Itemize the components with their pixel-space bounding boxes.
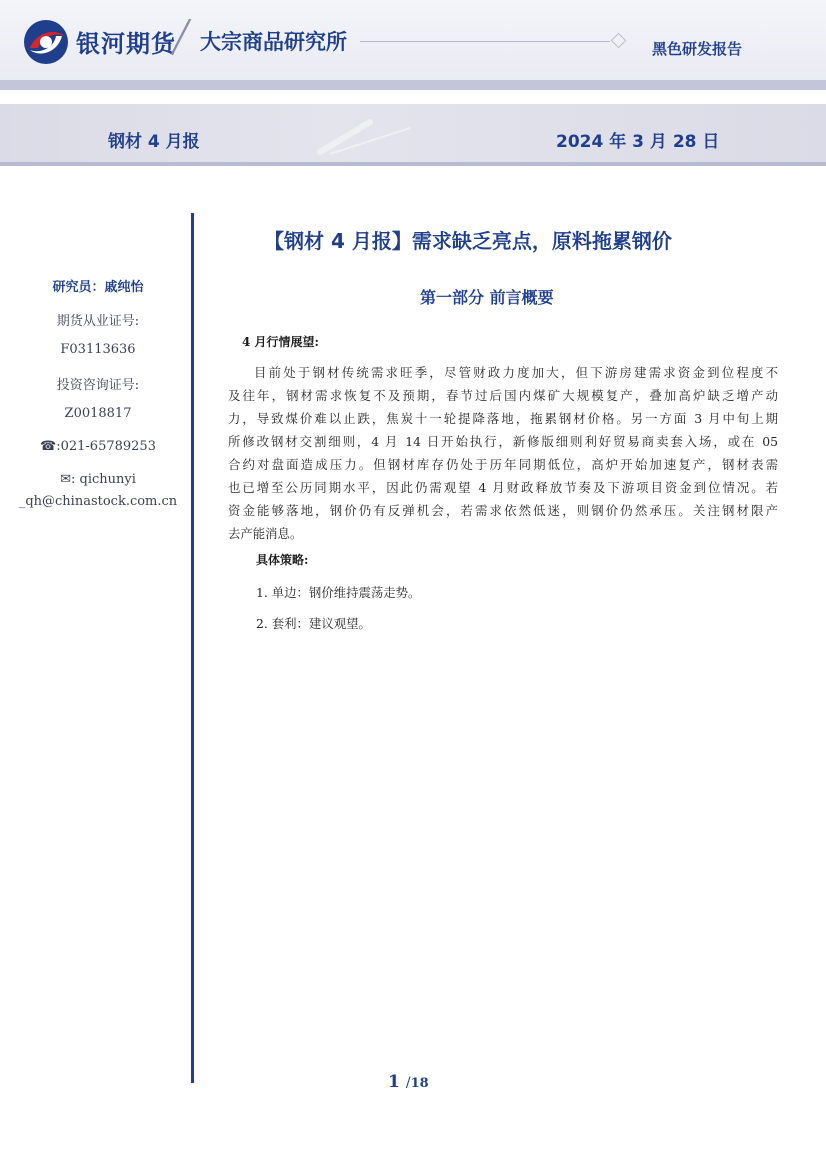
phone-icon: ☎ — [40, 439, 57, 454]
total-pages: 18 — [410, 1076, 429, 1091]
outlook-line: 力，导致煤价难以止跌，焦炭十一轮提降落地，拖累钢材价格。另一方面 3 月中旬上期 — [228, 411, 778, 426]
strategy-item: 2. 套利：建议观望。 — [256, 616, 371, 631]
outlook-line: 去产能消息。 — [228, 526, 303, 541]
section-title: 第一部分 前言概要 — [420, 288, 554, 307]
report-name: 钢材 4 月报 — [108, 132, 200, 152]
header-band — [0, 80, 826, 90]
sidebar-divider — [191, 213, 194, 1083]
page-separator: / — [405, 1075, 411, 1091]
report-info-rule — [0, 162, 826, 166]
report-date: 2024 年 3 月 28 日 — [556, 132, 720, 152]
report-title: 【钢材 4 月报】需求缺乏亮点，原料拖累钢价 — [264, 229, 672, 253]
phone-line — [0, 439, 196, 454]
galaxy-logo-icon — [22, 18, 70, 66]
outlook-line: 资金能够落地，钢价仍有反弹机会，若需求依然低迷，则钢价仍然承压。关注钢材限产 — [228, 503, 778, 518]
consult-label: 投资咨询证号: — [56, 378, 140, 393]
phone-number: :021-65789253 — [56, 439, 156, 454]
email-part1: : qichunyi — [71, 472, 136, 487]
analyst-name: 研究员：戚纯怡 — [52, 280, 144, 295]
report-type: 黑色研发报告 — [652, 40, 743, 58]
email-line — [0, 472, 196, 487]
outlook-line: 所修改钢材交割细则，4 月 14 日开始执行，新修版细则利好贸易商卖套入场，或在 05 — [228, 434, 778, 449]
institute-name: 大宗商品研究所 — [200, 30, 347, 54]
current-page: 1 — [388, 1072, 400, 1092]
consult-number: Z0018817 — [64, 406, 132, 421]
company-name: 银河期货 — [76, 30, 176, 58]
outlook-line: 目前处于钢材传统需求旺季，尽管财政力度加大，但下游房建需求资金到位程度不 — [254, 365, 778, 380]
mail-icon: ✉ — [60, 472, 71, 487]
strategy-heading: 具体策略: — [256, 553, 309, 567]
strategy-item: 1. 单边：钢价维持震荡走势。 — [256, 585, 421, 600]
pen-decoration-icon — [300, 118, 430, 158]
license-label: 期货从业证号: — [56, 314, 140, 329]
outlook-line: 也已增至公历同期水平，因此仍需观望 4 月财政释放节奏及下游项目资金到位情况。若 — [228, 480, 778, 495]
page-number — [388, 1072, 429, 1092]
outlook-line: 合约对盘面造成压力。但钢材库存仍处于历年同期低位，高炉开始加速复产，钢材表需 — [228, 457, 778, 472]
header-rule — [360, 41, 610, 42]
email-part2: _qh@chinastock.com.cn — [18, 494, 178, 509]
logo-divider: ╱ — [172, 20, 191, 55]
outlook-line: 及往年，钢材需求恢复不及预期，春节过后国内煤矿大规模复产，叠加高炉缺乏增产动 — [228, 388, 778, 403]
license-number: F03113636 — [60, 342, 136, 357]
outlook-heading: 4 月行情展望: — [242, 335, 319, 349]
